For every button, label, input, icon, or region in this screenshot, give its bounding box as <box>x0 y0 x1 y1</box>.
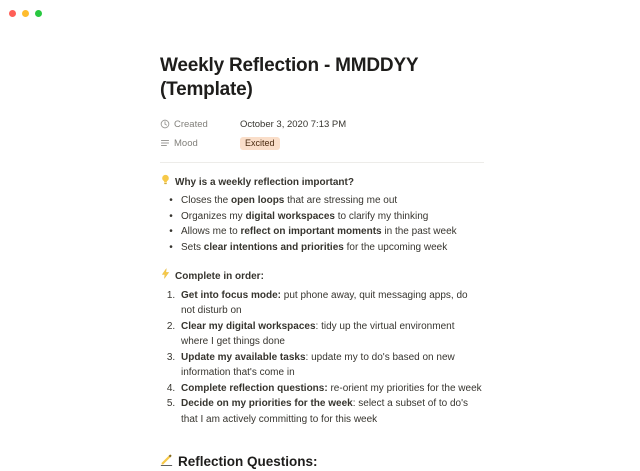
numbered-list-item[interactable] <box>160 350 484 381</box>
list-marker: 4. <box>166 382 176 394</box>
list-marker: • <box>169 226 173 238</box>
text-block[interactable] <box>160 268 484 285</box>
text-segment: Update my available tasks <box>181 351 306 363</box>
text-segment: in the past week <box>381 226 457 238</box>
window-controls <box>9 10 42 17</box>
property-row[interactable] <box>160 115 484 134</box>
text-segment: : tidy up the virtual environment where I get things done <box>181 320 455 348</box>
text-segment: Why is a weekly reflection important? <box>175 176 354 188</box>
block-text <box>175 271 264 282</box>
text-segment: Decide on my priorities for the week <box>181 398 353 410</box>
list-item-text <box>181 240 484 256</box>
numbered-list <box>160 288 484 428</box>
list-item-text <box>181 319 484 350</box>
numbered-list-item[interactable] <box>160 396 484 427</box>
page-blocks <box>160 174 484 471</box>
list-marker: • <box>169 195 173 207</box>
text-segment: Reflection Questions: <box>178 454 318 470</box>
list-item-text <box>181 381 484 397</box>
bulleted-list-item[interactable] <box>160 240 484 256</box>
block-text <box>178 454 318 469</box>
text-segment: clear intentions and priorities <box>203 241 344 253</box>
list-marker: 2. <box>166 320 176 332</box>
list-item-text <box>181 209 484 225</box>
bulb-icon <box>160 174 175 185</box>
text-segment: for the upcoming week <box>343 241 448 253</box>
property-value[interactable]: October 3, 2020 7:13 PM <box>240 118 347 130</box>
list-item-text <box>181 224 484 240</box>
list-item-text <box>181 396 484 427</box>
text-segment: : select a subset of to do's that I am actively committing to for this week <box>181 398 469 425</box>
text-segment: to clarify my thinking <box>334 210 429 222</box>
property-row[interactable] <box>160 134 484 153</box>
text-segment: re-orient my priorities for the week <box>327 382 482 394</box>
clock-icon <box>160 119 170 129</box>
text-segment: digital workspaces <box>245 210 335 222</box>
numbered-list-item[interactable] <box>160 288 484 319</box>
text-segment: Get into focus mode: <box>181 289 281 301</box>
page-title[interactable]: Weekly Reflection - MMDDYY (Template) <box>160 55 419 101</box>
property-label-text: Created <box>174 118 208 130</box>
list-marker: 5. <box>166 398 176 410</box>
bolt-icon <box>160 268 175 279</box>
block-text <box>175 177 354 188</box>
bulleted-list <box>160 193 484 255</box>
heading-block[interactable] <box>160 453 484 471</box>
text-segment: Organizes my <box>181 210 246 222</box>
text-segment: : update my to do's based on new information that's come in <box>181 351 455 379</box>
text-block[interactable] <box>160 174 484 191</box>
list-marker: • <box>169 210 173 222</box>
list-marker: 3. <box>166 351 176 363</box>
text-segment: Complete in order: <box>175 271 264 283</box>
list-item-text <box>181 193 484 209</box>
text-segment: Allows me to <box>181 226 241 238</box>
bulleted-list-item[interactable] <box>160 209 484 225</box>
property-label-text: Mood <box>174 137 198 149</box>
list-marker: • <box>169 241 173 253</box>
list-item-text <box>181 288 484 319</box>
numbered-list-item[interactable] <box>160 319 484 350</box>
property-label[interactable] <box>160 138 234 149</box>
numbered-list-item[interactable] <box>160 381 484 397</box>
list-marker: 1. <box>166 289 176 301</box>
zoom-window-button[interactable] <box>35 10 42 17</box>
text-segment: Sets <box>181 241 204 253</box>
text-segment: Closes the <box>181 195 232 207</box>
text-segment: Clear my digital workspaces <box>181 320 316 332</box>
select-icon <box>160 138 170 148</box>
minimize-window-button[interactable] <box>22 10 29 17</box>
text-segment: reflect on important moments <box>240 226 382 238</box>
property-value[interactable] <box>240 137 280 150</box>
text-segment: that are stressing me out <box>284 195 398 207</box>
property-label[interactable] <box>160 119 234 130</box>
page-content <box>160 54 484 471</box>
text-segment: put phone away, quit messaging apps, do not disturb on <box>181 289 468 317</box>
bulleted-list-item[interactable] <box>160 193 484 209</box>
text-segment: open loops <box>231 195 285 207</box>
bulleted-list-item[interactable] <box>160 224 484 240</box>
text-segment: Complete reflection questions: <box>181 382 328 394</box>
writing-hand-icon <box>160 453 178 466</box>
property-table <box>160 115 484 153</box>
list-item-text <box>181 350 484 381</box>
mood-tag[interactable]: Excited <box>240 137 280 150</box>
close-window-button[interactable] <box>9 10 16 17</box>
divider <box>160 162 484 163</box>
